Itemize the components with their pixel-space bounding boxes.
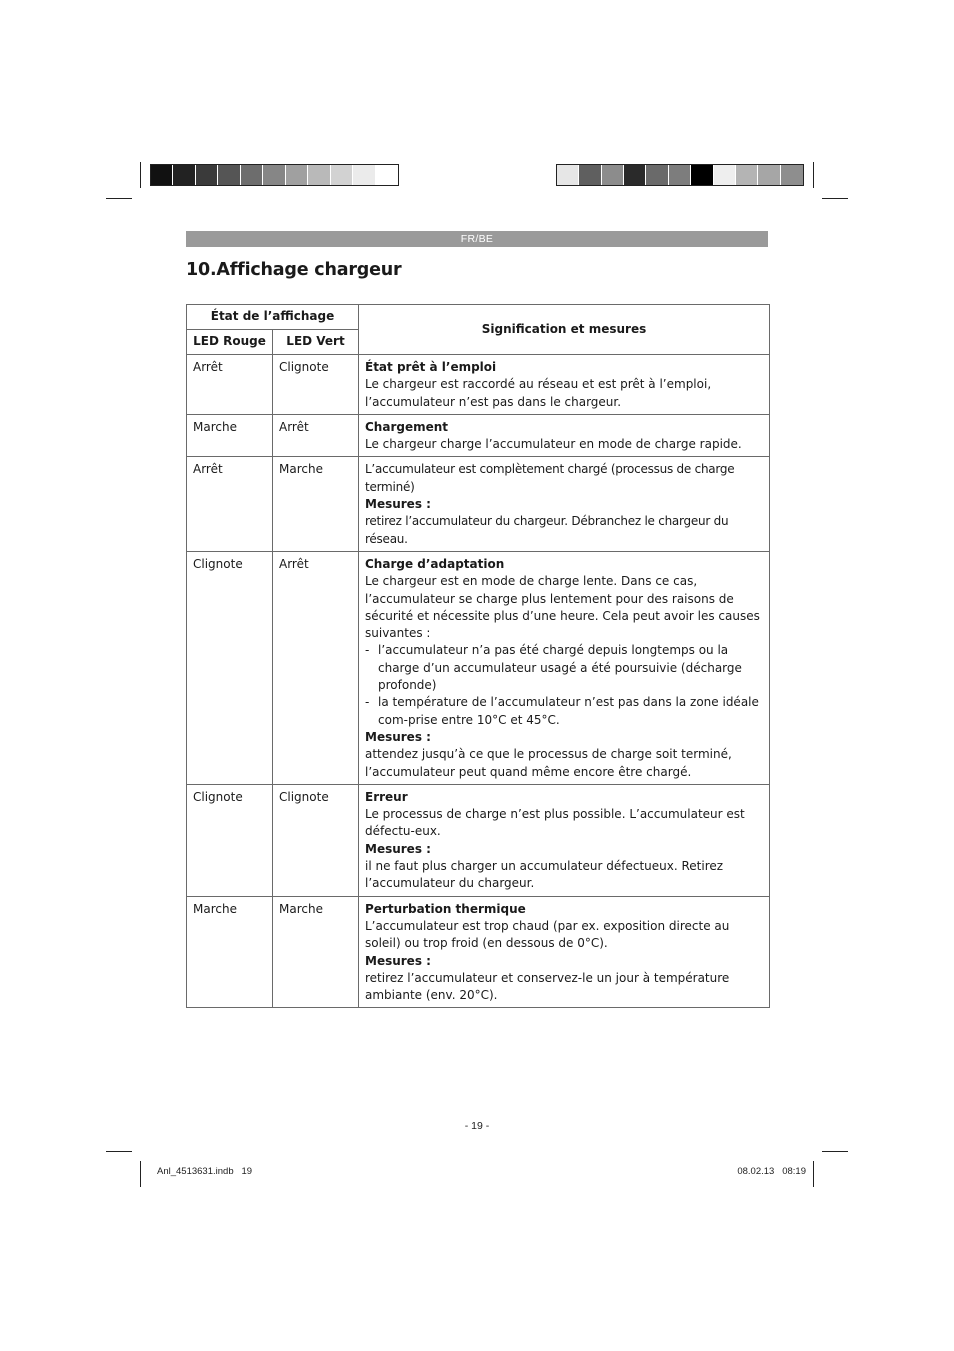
header-meaning: Signification et mesures [359, 305, 770, 355]
crop-mark [140, 1161, 141, 1187]
bullet-dash: - [365, 643, 370, 658]
status-description: Le chargeur charge l’accumulateur en mode de charge rapide. [365, 437, 742, 452]
color-swatch [579, 165, 601, 185]
meaning-cell [359, 551, 770, 784]
led-green-state: Clignote [273, 355, 359, 415]
meaning-cell [359, 784, 770, 896]
color-swatch [218, 165, 240, 185]
crop-mark [813, 162, 814, 188]
led-red-state: Marche [187, 414, 273, 457]
led-red-state: Clignote [187, 551, 273, 784]
crop-mark [822, 198, 848, 199]
status-heading: Erreur [365, 789, 408, 804]
table-row [187, 355, 770, 415]
color-swatch [691, 165, 713, 185]
color-swatch [781, 165, 803, 185]
table-row [187, 457, 770, 551]
meaning-cell [359, 457, 770, 551]
meaning-cell [359, 414, 770, 457]
measures-label: Mesures : [365, 497, 431, 512]
color-swatch [308, 165, 330, 185]
color-swatch [736, 165, 758, 185]
cause-text: l’accumulateur n’a pas été chargé depuis longtemps ou la charge d’un accumulateur usagé a été poursuivie (décharge profonde) [378, 643, 742, 693]
measures-label: Mesures : [365, 729, 431, 744]
color-swatch [331, 165, 353, 185]
led-green-state: Arrêt [273, 551, 359, 784]
crop-mark [822, 1151, 848, 1152]
status-heading: Perturbation thermique [365, 901, 526, 916]
led-red-state: Arrêt [187, 355, 273, 415]
led-red-state: Clignote [187, 784, 273, 896]
measures-text: il ne faut plus charger un accumulateur défectueux. Retirez l’accumulateur du chargeur. [365, 859, 724, 891]
led-green-state: Clignote [273, 784, 359, 896]
color-swatch [646, 165, 668, 185]
color-swatch [602, 165, 624, 185]
color-swatch [353, 165, 375, 185]
color-swatch [151, 165, 173, 185]
header-display-state: État de l’affichage [187, 305, 359, 330]
measures-text: retirez l’accumulateur et conservez-le un jour à température ambiante (env. 20°C). [365, 970, 730, 1003]
led-green-state: Marche [273, 457, 359, 551]
status-description: L’accumulateur est complètement chargé (processus de charge terminé) [365, 462, 735, 494]
table-header-row [187, 305, 770, 330]
cause-list-item [365, 642, 763, 694]
measures-label: Mesures : [365, 841, 431, 856]
language-code-bar: FR/BE [186, 231, 768, 247]
color-swatch [714, 165, 736, 185]
section-title: 10.Affichage chargeur [186, 260, 402, 280]
cause-text: la température de l’accumulateur n’est pas dans la zone idéale com-prise entre 10°C et 45°C. [378, 695, 759, 727]
color-swatch [758, 165, 780, 185]
meaning-cell [359, 355, 770, 415]
color-swatch [263, 165, 285, 185]
color-calibration-bar-right [556, 164, 804, 186]
color-swatch [376, 165, 398, 185]
table-row [187, 551, 770, 784]
bullet-dash: - [365, 695, 370, 710]
status-heading: Charge d’adaptation [365, 556, 505, 571]
meaning-cell [359, 896, 770, 1008]
led-green-state: Marche [273, 896, 359, 1008]
table-row [187, 784, 770, 896]
measures-text: retirez l’accumulateur du chargeur. Débranchez le chargeur du réseau. [365, 514, 729, 546]
color-swatch [557, 165, 579, 185]
status-description: Le processus de charge n’est plus possible. L’accumulateur est défectu-eux. [365, 807, 745, 839]
status-description: Le chargeur est en mode de charge lente. Dans ce cas, l’accumulateur se charge plus lentement pour des raisons de sécurité et nécessite plus d’une heure. Cela peut avoir les causes suivantes : [365, 574, 760, 641]
status-heading: Chargement [365, 419, 449, 434]
header-led-green: LED Vert [273, 330, 359, 355]
crop-mark [106, 1151, 132, 1152]
crop-mark [813, 1161, 814, 1187]
crop-mark [140, 162, 141, 188]
page-number: - 19 - [464, 1120, 490, 1132]
header-led-red: LED Rouge [187, 330, 273, 355]
print-timestamp: 08.02.13 08:19 [737, 1166, 806, 1177]
measures-text: attendez jusqu’à ce que le processus de charge soit terminé, l’accumulateur peut quand même encore être chargé. [365, 747, 732, 779]
led-green-state: Arrêt [273, 414, 359, 457]
led-red-state: Marche [187, 896, 273, 1008]
color-calibration-bar-left [150, 164, 399, 186]
table-row [187, 414, 770, 457]
table-row [187, 896, 770, 1008]
color-swatch [173, 165, 195, 185]
led-status-table [186, 304, 770, 1008]
color-swatch [196, 165, 218, 185]
color-swatch [669, 165, 691, 185]
print-file-name: Anl_4513631.indb 19 [157, 1166, 253, 1177]
status-description: Le chargeur est raccordé au réseau et est prêt à l’emploi, l’accumulateur n’est pas dans le chargeur. [365, 377, 712, 409]
color-swatch [624, 165, 646, 185]
status-heading: État prêt à l’emploi [365, 360, 497, 374]
led-red-state: Arrêt [187, 457, 273, 551]
measures-label: Mesures : [365, 953, 431, 968]
cause-list-item [365, 694, 763, 729]
crop-mark [106, 198, 132, 199]
status-description: L’accumulateur est trop chaud (par ex. exposition directe au soleil) ou trop froid (en dessous de 0°C). [365, 918, 730, 951]
color-swatch [286, 165, 308, 185]
color-swatch [241, 165, 263, 185]
